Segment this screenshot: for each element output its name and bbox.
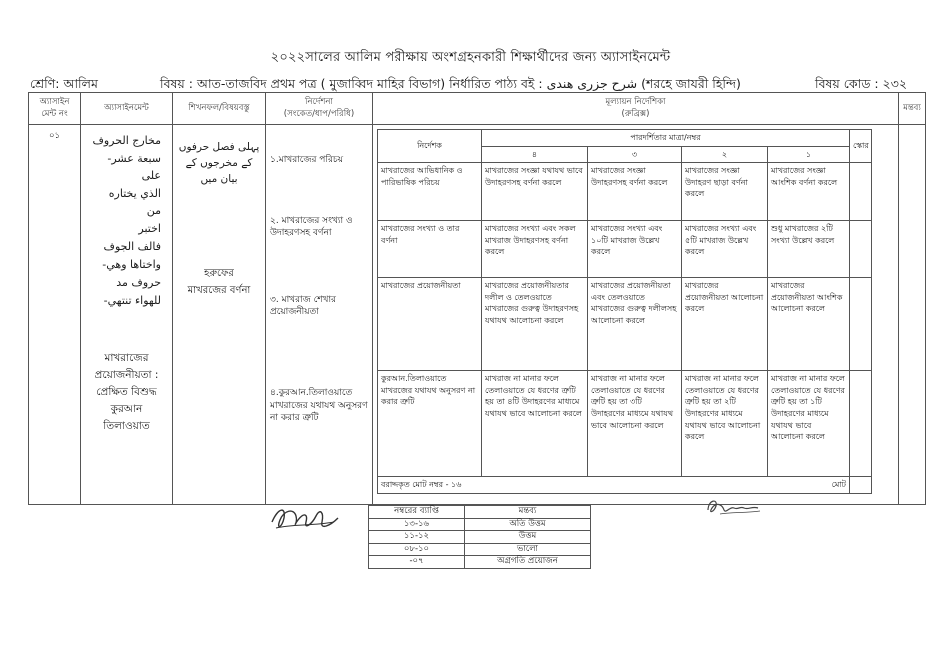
grade-header-range: নম্বরের ব্যাপ্তি — [369, 506, 465, 519]
subject-label: বিষয় : আত-তাজবিদ প্রথম পত্র ( মুজাব্বিদ মাহির বিভাগ) নির্ধারিত পাঠ্য বই : شرح جزرى هندى (শরহে জাযরী হিন্দি) — [160, 76, 741, 91]
table-row — [369, 543, 591, 556]
header-instructions — [266, 93, 373, 125]
learning-bengali — [177, 265, 261, 299]
header-evaluation-title: মূল্যায়ন নির্দেশিকা — [605, 96, 666, 107]
assignment-ar-line: اختبر — [138, 222, 161, 236]
instruction-item: ৩. মাখরাজ শেখার প্রয়োজনীয়তা — [270, 294, 337, 318]
rubric-cell-text: মাখরাজ না মানার ফলে তেলাওয়াতে যে ধরণের ত্রুটি হয় তা ২টি উদাহরণের মাধ্যমে যথাযথ ভাবে আলোচনা করলে — [682, 371, 768, 477]
assignment-number: ০১ — [29, 125, 81, 505]
rubric-score — [850, 163, 872, 221]
header-remarks: মন্তব্য — [899, 93, 926, 125]
assignment-bn-line: তিলাওয়াত — [103, 419, 150, 432]
assignment-arabic — [84, 128, 169, 314]
rubric-level: ৪ — [482, 146, 588, 163]
rubric-indicator: মাখরাজের আভিধানিক ও পারিভাষিক পরিচয় — [378, 163, 482, 221]
grade-header-remark: মন্তব্য — [465, 506, 591, 519]
assignment-ar-line: للهواء تنتهي- — [103, 294, 161, 308]
table-row — [369, 531, 591, 544]
grade-remark: ভালো — [465, 543, 591, 556]
rubric-level: ৩ — [588, 146, 682, 163]
rubric-cell-text: শুধু মাখরাজের ২টি সংখ্যা উল্লেখ করলে — [768, 221, 850, 278]
rubric-cell-text: মাখরাজের প্রয়োজনীয়তা আলোচনা করলে — [682, 278, 768, 371]
learning-ar-line: کے مخرجوں کے — [185, 156, 253, 169]
rubric-indicator: মাখরাজের সংখ্যা ও তার বর্ণনা — [378, 221, 482, 278]
rubric-cell-text: মাখরাজের সংখ্যা এবং ১০টি মাখরাজ উল্লেখ করলে — [588, 221, 682, 278]
remarks-cell — [899, 125, 926, 505]
grade-range: ০৮-১০ — [369, 543, 465, 556]
learning-bn-line: হরুফের — [204, 268, 234, 280]
assignment-bn-line: প্রেক্ষিত বিশুদ্ধ — [96, 386, 157, 399]
rubric-cell-text: মাখরাজের সংখ্যা এবং সকল মাখরাজ উদাহরণসহ বর্ণনা করলে — [482, 221, 588, 278]
rubric-level: ১ — [768, 146, 850, 163]
assignment-ar-line: سبعة عشر- على — [107, 152, 161, 183]
table-row — [369, 556, 591, 569]
signature-right — [702, 494, 766, 520]
header-evaluation-sub: (রুব্রিক্স) — [621, 108, 650, 119]
assignment-bn-line: মাখরাজের — [104, 352, 149, 365]
grade-remark: উত্তম — [465, 531, 591, 544]
rubric-table — [377, 129, 872, 494]
assignment-bengali — [84, 350, 169, 434]
header-instructions-sub: (সংকেত/ধাপ/পরিধি) — [283, 108, 355, 119]
rubric-cell-text: মাখরাজের প্রয়োজনীয়তা আংশিক আলোচনা করলে — [768, 278, 850, 371]
instructions-cell — [266, 125, 373, 505]
learning-arabic — [177, 140, 261, 187]
grade-range-table — [368, 505, 591, 569]
rubric-cell-text: মাখরাজের প্রয়োজনীয়তা এবং তেলওয়াতে মাখরাজের গুরুত্ব দলীলসহ আলোচনা করলে — [588, 278, 682, 371]
subject-code: বিষয় কোড : ২৩২ — [815, 76, 907, 91]
signature-left — [268, 500, 344, 536]
rubric-score — [850, 278, 872, 371]
rubric-indicator: কুরআন.তিলাওয়াতে মাখরজের যথাযথ অনুসরণ না করার ত্রুটি — [378, 371, 482, 477]
learning-ar-line: پہلی فصل حرفوں — [178, 141, 260, 153]
grade-range: ১৩-১৬ — [369, 518, 465, 531]
header-learning-outcome: শিখনফল/বিষয়বস্তু — [173, 93, 266, 125]
learning-bn-line: মাখরজের বর্ণনা — [187, 285, 251, 297]
learning-outcome-cell — [173, 125, 266, 505]
assignment-ar-line: حروف مد — [116, 276, 161, 290]
rubric-cell-text: মাখরাজ না মানার ফলে তেলাওয়াতে যে ধরণের ত্রুটি হয় তা ৩টি উদাহরণের মাধ্যমে যথাযথ ভাবে আলোচনা করলে — [588, 371, 682, 477]
header-assignment: অ্যাসাইনমেন্ট — [81, 93, 173, 125]
grade-range: -০৭ — [369, 556, 465, 569]
rubric-cell-text: মাখরাজের প্রয়োজনীয়তার দলীল ও তেলওয়াতে মাখরাজের গুরুত্ব উদাহরণসহ যথাযথ আলোচনা করলে — [482, 278, 588, 371]
rubric-cell-text: মাখরাজের সংজ্ঞা যথাযথ ভাবে উদাহরণসহ বর্ণনা করলে — [482, 163, 588, 221]
rubric-cell-text: মাখরাজের সংজ্ঞা উদাহরণ ছাড়া বর্ণনা করলে — [682, 163, 768, 221]
rubric-indicator-header: নির্দেশক — [378, 130, 482, 163]
rubric-level: ২ — [682, 146, 768, 163]
rubric-cell — [373, 125, 899, 505]
grade-remark: অতি উত্তম — [465, 518, 591, 531]
assignment-table — [28, 92, 926, 505]
assignment-bn-line: প্রয়োজনীয়তা : — [94, 369, 159, 382]
grade-range: ১১-১২ — [369, 531, 465, 544]
class-label: শ্রেণি: আলিম — [30, 76, 98, 91]
rubric-cell-text: মাখরাজের সংজ্ঞা আংশিক বর্ণনা করলে — [768, 163, 850, 221]
rubric-indicator: মাখরাজের প্রয়োজনীয়তা — [378, 278, 482, 371]
grade-remark: অগ্রগতি প্রয়োজন — [465, 556, 591, 569]
instruction-item: ৪.কুরআন.তিলাওয়াতে মাখরাজের যথাযথ অনুসরণ না করার ত্রুটি — [270, 387, 368, 424]
assignment-cell — [81, 125, 173, 505]
header-instructions-title: নির্দেশনা — [305, 96, 333, 107]
rubric-total-text: বরাদ্দকৃত মোট নম্বর - ১৬ — [378, 477, 768, 494]
assignment-ar-line: واختاها وهي- — [102, 258, 161, 272]
rubric-level-header: পারদর্শিতার মাত্রা/নম্বর — [482, 130, 850, 147]
assignment-ar-line: مخارج الحروف — [92, 134, 161, 147]
rubric-cell-text: মাখরাজ না মানার ফলে তেলাওয়াতে যে ধরণের ত্রুটি হয় তা ৪টি উদাহরণের মাধ্যমে যথাযথ ভাবে আলোচনা করলে — [482, 371, 588, 477]
table-row — [369, 518, 591, 531]
header-evaluation — [373, 93, 899, 125]
rubric-score — [850, 371, 872, 477]
assignment-bn-line: কুরআন — [110, 402, 143, 415]
learning-ar-line: بیان میں — [200, 172, 238, 185]
rubric-total-score — [850, 477, 872, 494]
rubric-score-header: স্কোর — [850, 130, 872, 163]
instruction-item: ১.মাখরাজের পরিচয় — [270, 155, 344, 165]
rubric-cell-text: মাখরাজের সংজ্ঞা উদাহরণসহ বর্ণনা করলে — [588, 163, 682, 221]
rubric-cell-text: মাখরাজ না মানার ফলে তেলাওয়াতে যে ধরণের ত্রুটি হয় তা ১টি উদাহরণের মাধ্যমে যথাযথ ভাবে আলোচনা করলে — [768, 371, 850, 477]
page-title: ২০২২সালের আলিম পরীক্ষায় অংশগ্রহনকারী শিক্ষার্থীদের জন্য অ্যাসাইনমেন্ট — [270, 50, 671, 65]
rubric-score — [850, 221, 872, 278]
rubric-total-label: মোট — [768, 477, 850, 494]
assignment-ar-line: الذي يختاره من — [108, 187, 161, 218]
header-assignment-no: অ্যাসাইন মেন্ট নং — [29, 93, 81, 125]
instruction-item: ২. মাখরাজের সংখ্যা ও উদাহরণসহ বর্ণনা — [270, 215, 353, 239]
rubric-cell-text: মাখরাজের সংখ্যা এবং ৫টি মাখরাজ উল্লেখ করলে — [682, 221, 768, 278]
assignment-ar-line: فالف الجوف — [103, 240, 161, 254]
